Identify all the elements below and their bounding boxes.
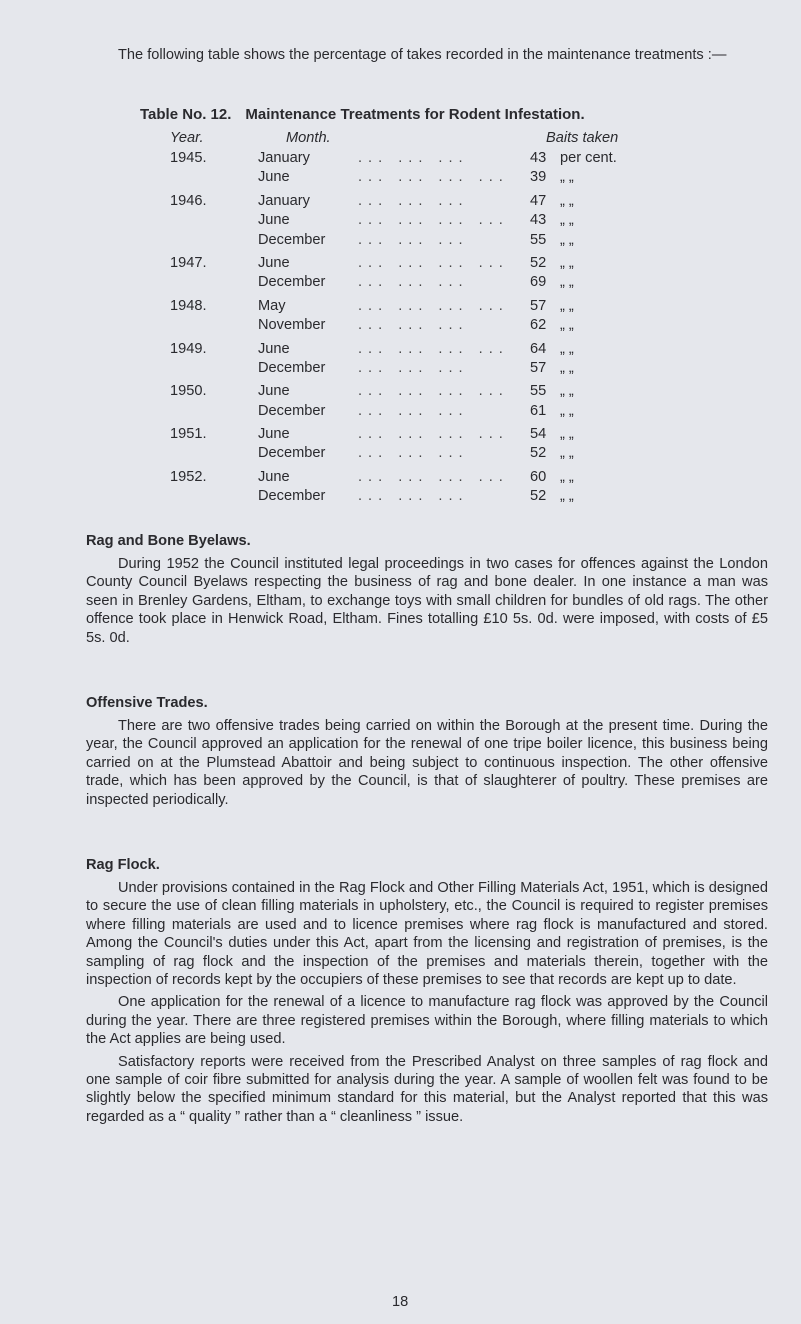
table-row [170,317,617,336]
unit-cell: „ „ [560,359,574,376]
unit-cell: „ „ [560,468,574,485]
table-row [170,189,617,212]
baits-value-cell: 64 [530,340,547,357]
table-row [170,360,617,379]
section-paragraph: There are two offensive trades being carried on within the Borough at the present time. During the year, the Council approved an application for the renewal of one tripe boiler licence, this business being carried on at the Plumstead Abattoir and being subject to continuous inspection. The other offensive trade, which has been approved by the Council, is that of slaughterer of poultry. These premises are inspected periodically. [86,718,768,808]
leader-dots: ... ... ... ... [358,169,509,186]
year-cell: 1945. [170,150,207,166]
month-cell: June [258,169,290,186]
unit-cell: „ „ [560,340,574,357]
baits-value-cell: 52 [530,445,547,462]
table-row [170,251,617,274]
table-row [170,150,617,169]
leader-dots: ... ... ... [358,231,469,248]
leader-dots: ... ... ... ... [358,468,509,485]
section-heading: Rag and Bone Byelaws. [86,533,251,549]
section-paragraph: During 1952 the Council instituted legal proceedings in two cases for offences against the London County Council Byelaws respecting the business of rag and bone dealer. In one instance a man was seen in Brenley Gardens, Eltham, to exchange toys with small children for bundles of old rags. The other offence took place in Henwick Road, Eltham. Fines totalling £10 5s. 0d. were imposed, with costs of £5 5s. 0d. [86,556,768,646]
baits-value-cell: 69 [530,274,547,291]
leader-dots: ... ... ... [358,192,469,209]
leader-dots: ... ... ... [358,488,469,505]
leader-dots: ... ... ... ... [358,426,509,443]
unit-cell: „ „ [560,169,574,186]
table-number: Table No. 12. [140,106,232,123]
year-cell [170,274,258,293]
month-cell: January [258,150,310,166]
table-row [170,169,617,188]
year-cell: 1950. [170,383,207,400]
year-cell: 1951. [170,426,207,443]
table-row [170,445,617,464]
year-cell: 1949. [170,340,207,357]
leader-dots: ... ... ... ... [358,297,509,314]
leader-dots: ... ... ... ... [358,212,509,229]
unit-cell: „ „ [560,192,574,209]
section-rag-bone [86,533,768,647]
intro-block [86,46,768,64]
month-cell: December [258,488,326,505]
month-cell: June [258,383,290,400]
year-cell: 1946. [170,192,207,209]
baits-value-cell: 55 [530,383,547,400]
year-cell: 1952. [170,468,207,485]
leader-dots: ... ... ... ... [358,383,509,400]
baits-value-cell: 52 [530,254,547,271]
unit-cell: „ „ [560,445,574,462]
year-cell [170,403,258,422]
year-cell [170,212,258,231]
baits-value-cell: 47 [530,192,547,209]
baits-value-cell: 39 [530,169,547,186]
table-row [170,465,617,488]
table-row [170,403,617,422]
table-title-text: Maintenance Treatments for Rodent Infestation. [245,106,585,123]
month-cell: June [258,340,290,357]
leader-dots: ... ... ... ... [358,340,509,357]
unit-cell: „ „ [560,274,574,291]
unit-cell: „ „ [560,212,574,229]
year-cell: 1948. [170,297,207,314]
year-cell [170,169,258,188]
baits-value-cell: 55 [530,231,547,248]
baits-value-cell: 60 [530,468,547,485]
header-baits: Baits taken [546,130,619,146]
baits-value-cell: 62 [530,317,547,334]
baits-value-cell: 52 [530,488,547,505]
leader-dots: ... ... ... [358,274,469,291]
leader-dots: ... ... ... [358,402,469,419]
baits-value-cell: 57 [530,359,547,376]
baits-value-cell: 54 [530,426,547,443]
unit-cell: „ „ [560,297,574,314]
month-cell: December [258,359,326,376]
unit-cell: „ „ [560,488,574,505]
section-heading: Rag Flock. [86,857,160,873]
table-row [170,212,617,231]
unit-cell: „ „ [560,254,574,271]
month-cell: June [258,468,290,485]
intro-text: The following table shows the percentage of takes recorded in the maintenance treatments :— [118,47,727,63]
page-number: 18 [392,1294,409,1310]
month-cell: June [258,254,290,271]
baits-value-cell: 57 [530,297,547,314]
unit-cell: „ „ [560,317,574,334]
month-cell: December [258,402,326,419]
baits-value-cell: 43 [530,150,547,166]
year-cell [170,445,258,464]
table-row [170,337,617,360]
month-cell: December [258,445,326,462]
year-cell: 1947. [170,254,207,271]
table-row [170,422,617,445]
section-offensive-trades [86,695,768,809]
table-row [170,274,617,293]
section-paragraph: One application for the renewal of a licence to manufacture rag flock was approved by the Council during the year. There are three registered premises within the Borough, where filling materials to which the Act applies are being used. [86,994,768,1048]
month-cell: June [258,212,290,229]
table-row [170,379,617,402]
year-cell [170,232,258,251]
unit-cell: „ „ [560,231,574,248]
table-row [170,232,617,251]
unit-cell: „ „ [560,426,574,443]
leader-dots: ... ... ... [358,445,469,462]
section-heading: Offensive Trades. [86,695,208,711]
maintenance-table [170,150,617,508]
leader-dots: ... ... ... ... [358,254,509,271]
table-row [170,294,617,317]
section-rag-flock [86,857,768,1126]
month-cell: December [258,231,326,248]
year-cell [170,360,258,379]
year-cell [170,317,258,336]
year-cell [170,488,258,507]
month-cell: December [258,274,326,291]
leader-dots: ... ... ... [358,317,469,334]
header-year: Year. [170,130,204,146]
header-month: Month. [286,130,331,146]
baits-value-cell: 43 [530,212,547,229]
month-cell: June [258,426,290,443]
table-title [140,106,740,123]
unit-cell: „ „ [560,402,574,419]
baits-value-cell: 61 [530,402,547,419]
unit-cell: „ „ [560,383,574,400]
section-paragraph: Under provisions contained in the Rag Flock and Other Filling Materials Act, 1951, which is designed to secure the use of clean filling materials in upholstery, etc., the Council is required to register premises where filling materials are used and to licence premises where rag flock is manufactured and stored. Among the Council's duties under this Act, apart from the licensing and registration of premises, is the sampling of rag flock and the inspection of the premises and materials therein, together with the inspection of records kept by the occupiers of these premises to see that records are kept up to date. [86,880,768,989]
month-cell: January [258,192,310,209]
leader-dots: ... ... ... [358,359,469,376]
month-cell: November [258,317,326,334]
month-cell: May [258,297,286,314]
section-paragraph: Satisfactory reports were received from the Prescribed Analyst on three samples of rag flock and one sample of coir fibre submitted for analysis during the year. A sample of woollen felt was found to be slightly below the specified minimum standard for this material, but the Analyst reported that this was regarded as a “ quality ” rather than a “ cleanliness ” issue. [86,1053,768,1125]
unit-cell: per cent. [560,150,617,166]
leader-dots: ... ... ... [358,150,469,166]
table-row [170,488,617,507]
